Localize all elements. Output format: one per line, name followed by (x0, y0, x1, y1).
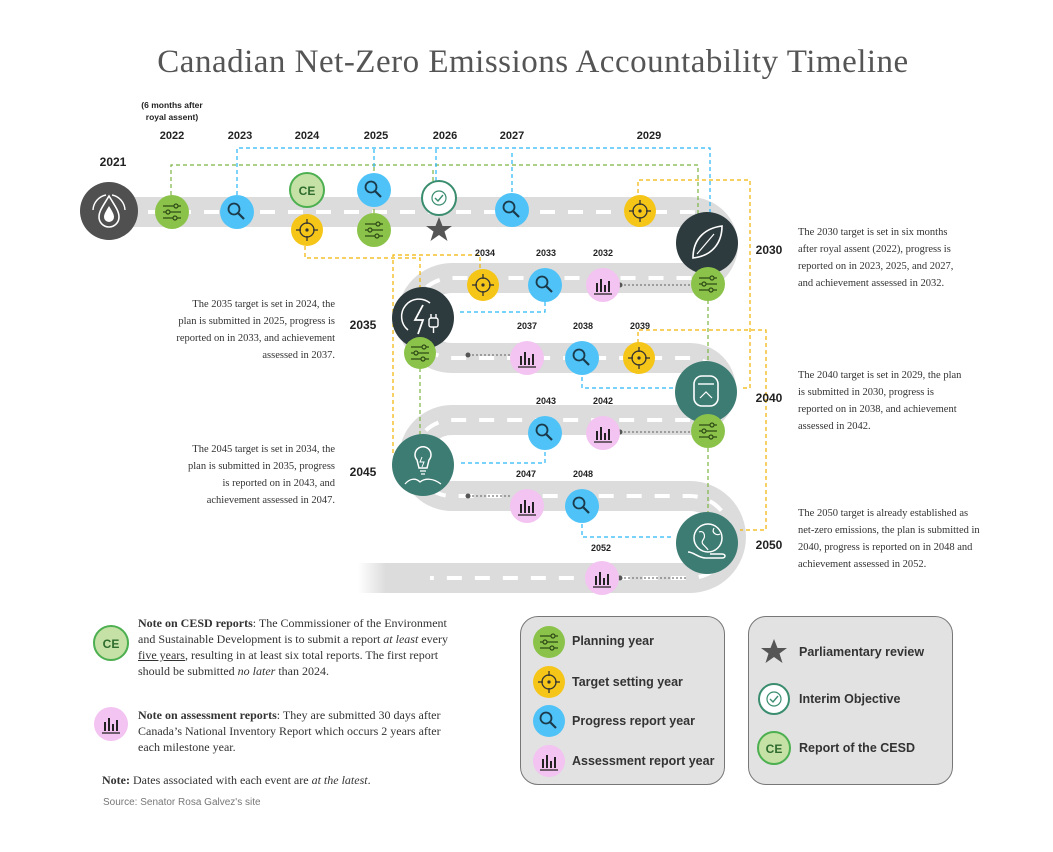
year-2026: 2026 (432, 130, 458, 142)
description-2030: The 2030 target is set in six months after royal assent (2022), progress is reported on in 2023, 2025, and 2027, and achievement assessed in 2032. (798, 227, 954, 289)
assessment-icon (586, 416, 620, 450)
cesd-note-icon (94, 626, 128, 660)
source-credit: Source: Senator Rosa Galvez's site (103, 797, 261, 808)
start-2021-icon (80, 182, 138, 240)
cesd-report-icon (290, 173, 324, 207)
progress-icon (495, 193, 529, 227)
progress-icon (565, 341, 599, 375)
year-2045: 2045 (349, 465, 377, 479)
page-title: Canadian Net-Zero Emissions Accountability Timeline (157, 44, 909, 80)
legend-interim-icon (759, 684, 789, 714)
year-2027: 2027 (499, 130, 525, 142)
milestone-2030-icon (676, 212, 738, 274)
legend-event-types (520, 616, 725, 785)
planning-icon (155, 195, 189, 229)
progress-icon (528, 416, 562, 450)
royal-assent-note-2: royal assent) (145, 112, 199, 122)
description-2035: The 2035 target is set in 2024, the plan is submitted in 2025, progress is reported on in 2033, and achievement assessed in 2037. (176, 299, 335, 361)
legend-planning-icon (533, 626, 565, 658)
year-2047: 2047 (515, 469, 537, 479)
year-2032: 2032 (592, 248, 614, 258)
year-2043: 2043 (535, 396, 557, 406)
legend-cesd-icon (758, 732, 790, 764)
legend-assessment-label: Assessment report year (572, 754, 715, 768)
cesd-note: Note on CESD reports: The Commissioner of the Environment and Sustainable Development is to submit a report at least every five years, resulting in at least six total reports. The first report should be submitted no later than 2024. (138, 616, 448, 678)
legend-target-label: Target setting year (572, 675, 683, 689)
progress-icon (528, 268, 562, 302)
legend-target-icon (533, 666, 565, 698)
legend-cesd-label: Report of the CESD (799, 741, 915, 755)
year-2022: 2022 (159, 130, 185, 142)
planning-icon (357, 213, 391, 247)
description-2040: The 2040 target is set in 2029, the plan is submitted in 2030, progress is reported on in 2038, and achievement assessed in 2042. (798, 370, 962, 432)
year-2039: 2039 (629, 321, 651, 331)
target-icon (467, 269, 499, 301)
year-2033: 2033 (535, 248, 557, 258)
assessment-icon (585, 561, 619, 595)
description-2045: The 2045 target is set in 2034, the plan is submitted in 2035, progress is reported on in 2043, and achievement assessed in 2047. (188, 444, 335, 506)
progress-icon (565, 489, 599, 523)
legend-parliamentary-label: Parliamentary review (799, 645, 925, 659)
legend-interim-label: Interim Objective (799, 692, 901, 706)
progress-icon (357, 173, 391, 207)
svg-text:CE: CE (102, 637, 120, 651)
planning-icon (691, 414, 725, 448)
milestone-2045-icon (392, 434, 454, 496)
target-icon (624, 195, 656, 227)
year-2050: 2050 (755, 538, 783, 552)
year-2052: 2052 (590, 543, 612, 553)
year-2030: 2030 (755, 243, 783, 257)
assessment-icon (510, 341, 544, 375)
svg-text:CE: CE (298, 184, 316, 198)
royal-assent-note-1: (6 months after (141, 100, 203, 110)
svg-text:CE: CE (765, 742, 783, 756)
milestone-2050-icon (676, 512, 738, 574)
target-icon (623, 342, 655, 374)
year-2042: 2042 (592, 396, 614, 406)
interim-objective-icon (422, 181, 456, 215)
year-2035: 2035 (349, 318, 377, 332)
road (120, 212, 731, 593)
progress-icon (220, 195, 254, 229)
connector-progress-2035 (458, 302, 545, 312)
assessment-icon (586, 268, 620, 302)
year-2037: 2037 (516, 321, 538, 331)
dates-note: Note: Dates associated with each event are at the latest. (102, 773, 371, 787)
description-2050: The 2050 target is already established as net-zero emissions, the plan is submitted in 2040, progress is reported on in 2048 and achievement assessed in 2052. (798, 508, 980, 570)
assessment-note-icon (94, 707, 128, 741)
assessment-note: Note on assessment reports: They are submitted 30 days after Canada’s National Inventory Report which occurs 2 years after each milestone year. (138, 708, 441, 754)
connector-progress-2040 (582, 377, 678, 388)
year-2021: 2021 (99, 155, 127, 169)
year-2034: 2034 (474, 248, 496, 258)
year-2040: 2040 (755, 391, 783, 405)
assessment-icon (510, 489, 544, 523)
legend-planning-label: Planning year (572, 634, 654, 648)
planning-icon (404, 337, 436, 369)
planning-icon (691, 267, 725, 301)
legend-parliamentary-star-icon (761, 639, 787, 663)
year-2025: 2025 (363, 130, 389, 142)
year-2023: 2023 (227, 130, 253, 142)
year-2048: 2048 (572, 469, 594, 479)
connector-target-2035 (305, 246, 420, 292)
legend-other-markers (748, 616, 953, 785)
connector-progress-2050 (582, 524, 672, 537)
year-2038: 2038 (572, 321, 594, 331)
year-2029: 2029 (636, 130, 662, 142)
target-icon (291, 214, 323, 246)
legend-progress-icon (533, 705, 565, 737)
year-2024: 2024 (294, 130, 320, 142)
legend-assessment-icon (533, 745, 565, 777)
connector-progress-2045 (458, 452, 545, 463)
legend-progress-label: Progress report year (572, 714, 695, 728)
milestone-2040-icon (675, 361, 737, 423)
